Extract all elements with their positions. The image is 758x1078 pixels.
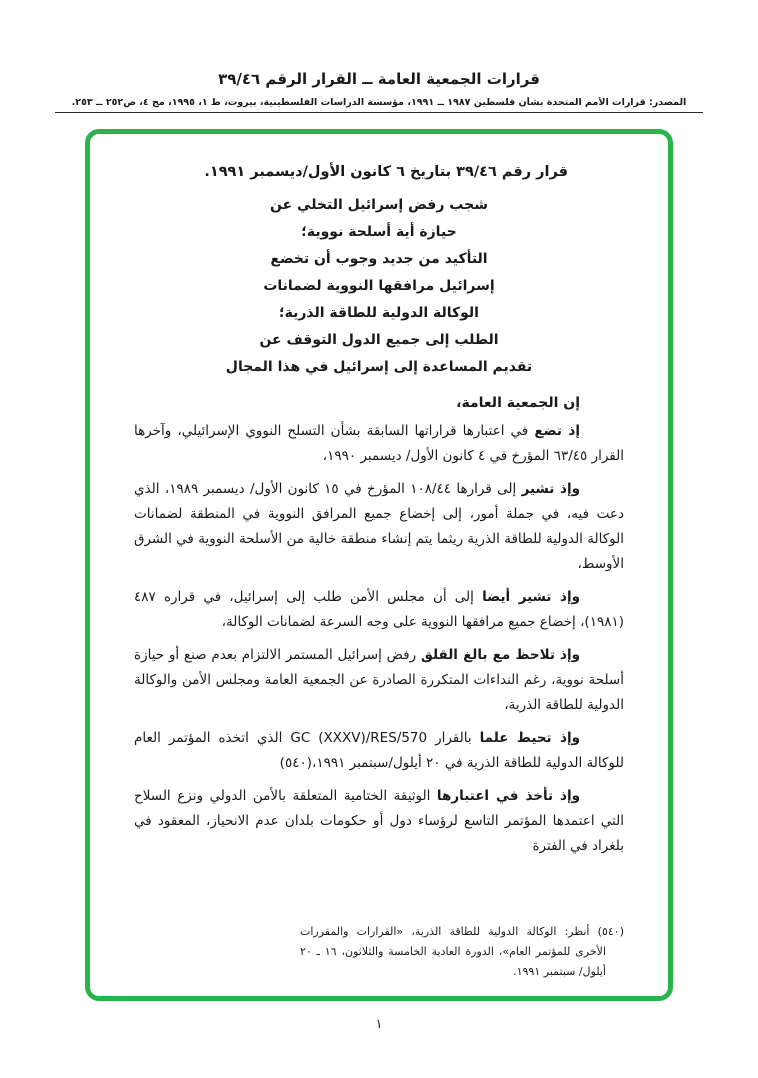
- paragraph-lead: وإذ تأخذ في اعتبارها: [436, 788, 580, 804]
- paragraph-body: رفض إسرائيل المستمر الالتزام بعدم صنع أو حيازة أسلحة نووية، رغم النداءات المتكررة الصادرة عن الجمعية العامة ومجلس الأمن والوكالة الدولية للطاقة الذرية،: [134, 647, 624, 713]
- subtitle-line: إسرائيل مرافقها النووية لضمانات: [263, 278, 495, 294]
- page-number: ١: [375, 1017, 383, 1032]
- subtitle-line: التأكيد من جديد وجوب أن تخضع: [270, 251, 488, 267]
- header-rule: [55, 112, 703, 113]
- paragraph-body: الوثيقة الختامية المتعلقة بالأمن الدولي ونزع السلاح التي اعتمدها المؤتمر التاسع لرؤساء دول أو حكومات بلدان عدم الانحياز، المعقود في بلغراد في الفترة: [134, 788, 624, 854]
- subtitle-line: شجب رفض إسرائيل التخلي عن: [270, 197, 488, 213]
- paragraph-lead: وإذ تشير أيضا: [482, 589, 580, 605]
- paragraph-lead: وإذ تلاحظ مع بالغ القلق: [420, 647, 580, 663]
- subtitle-line: تقديم المساعدة إلى إسرائيل في هذا المجال: [225, 359, 533, 375]
- subtitle-line: الطلب إلى جميع الدول التوقف عن: [259, 332, 499, 348]
- paragraph-lead: وإذ تشير: [521, 481, 580, 497]
- body-paragraph: [134, 477, 624, 577]
- page-header: [0, 0, 758, 113]
- paragraph-lead: وإذ تحيط علما: [479, 730, 580, 746]
- body-paragraph: [134, 643, 624, 718]
- body-paragraph: [134, 726, 624, 776]
- resolution-title: قرار رقم ٣٩/٤٦ بتاريخ ٦ كانون الأول/ديسمبر ١٩٩١.: [204, 164, 568, 180]
- resolution-subtitle: [134, 192, 624, 381]
- body-paragraph: [134, 784, 624, 859]
- source-line: المصدر: قرارات الأمم المتحدة بشأن فلسطين ١٩٨٧ ــ ١٩٩١، مؤسسة الدراسات الفلسطينية، بيروت، ط ١، ١٩٩٥، مج ٤، ص٢٥٢ ــ ٢٥٣.: [71, 97, 687, 108]
- body-paragraph: [134, 585, 624, 635]
- resolution-frame: [85, 129, 673, 1001]
- subtitle-line: الوكالة الدولية للطاقة الذرية؛: [279, 305, 479, 321]
- paragraph-body: إلى أن مجلس الأمن طلب إلى إسرائيل، في قراره ٤٨٧ (١٩٨١)، إخضاع جميع مرافقها النووية على وجه السرعة لضمانات الوكالة،: [134, 589, 624, 630]
- body-paragraph: [134, 419, 624, 469]
- paragraph-body: بالقرار GC (XXXV)/RES/570 الذي اتخذه المؤتمر العام للوكالة الدولية للطاقة الذرية في ٢٠ أيلول/سبتمبر ١٩٩١،(٥٤٠): [134, 730, 624, 771]
- subtitle-line: حيازة أية أسلحة نووية؛: [301, 224, 457, 240]
- paragraph-body: إلى قرارها ١٠٨/٤٤ المؤرخ في ١٥ كانون الأول/ ديسمبر ١٩٨٩، الذي دعت فيه، في جملة أمور، إلى إخضاع جميع المرافق النووية في المنطقة لضمانات الوكالة الدولية للطاقة الذرية ريثما يتم إنشاء منطقة خالية من الأسلحة النووية في الشرق الأوسط،: [134, 481, 624, 572]
- paragraph-body: في اعتبارها قراراتها السابقة بشأن التسلح النووي الإسرائيلي، وآخرها القرار ٦٣/٤٥ المؤرخ في ٤ كانون الأول/ ديسمبر ١٩٩٠،: [134, 423, 624, 464]
- paragraph-lead: إذ تضع: [534, 423, 580, 439]
- footnote: (٥٤٠) أنظر: الوكالة الدولية للطاقة الذرية، «القرارات والمقررات الأخرى للمؤتمر العام»، الدورة العادية الخامسة والثلاثون، ١٦ ـ ٢٠ أيلول/ سبتمبر ١٩٩١.: [300, 925, 624, 978]
- opening-line: إن الجمعية العامة،: [456, 395, 580, 411]
- header-title: قرارات الجمعية العامة ــ القرار الرقم ٣٩/٤٦: [218, 70, 540, 88]
